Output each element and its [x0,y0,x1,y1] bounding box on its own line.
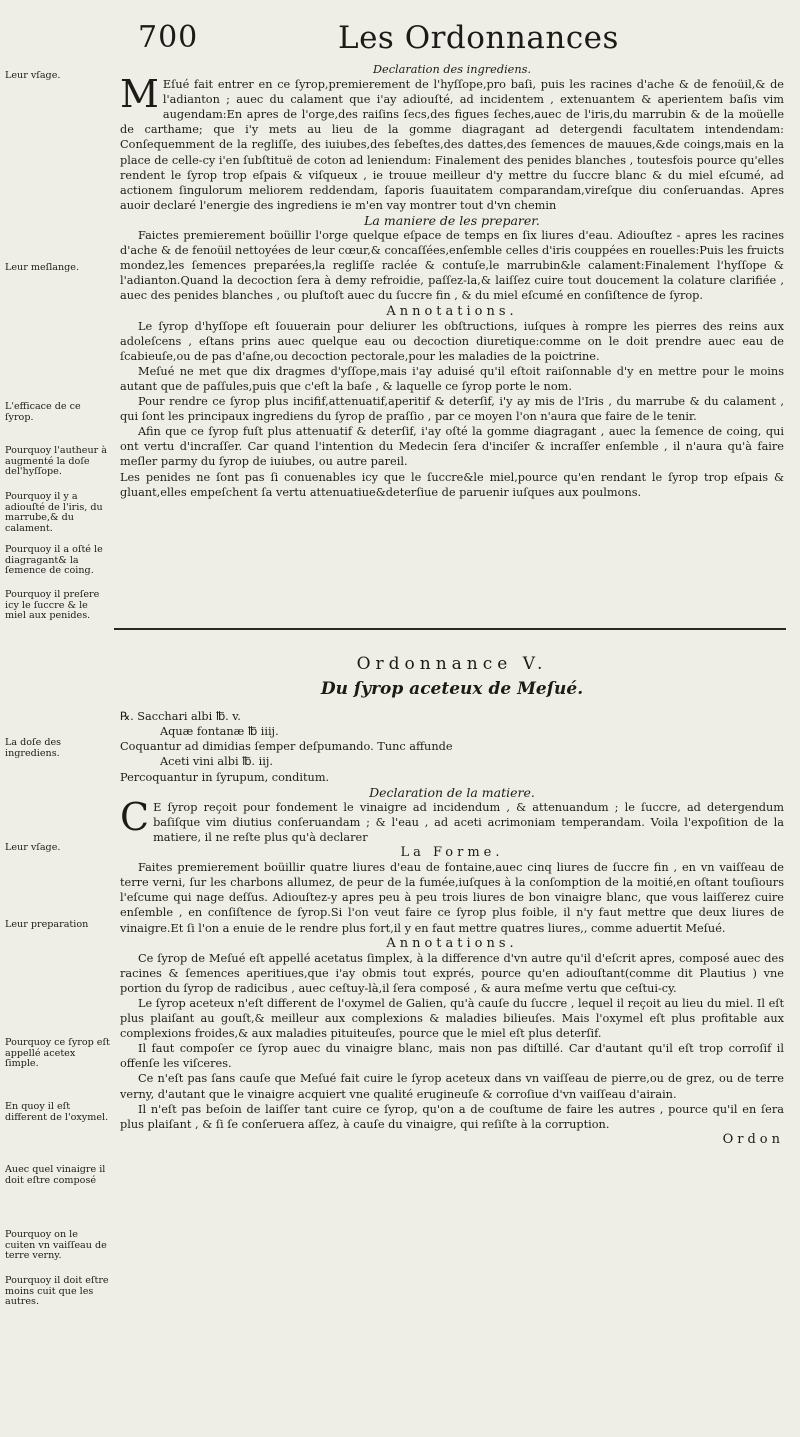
paragraph: Ce n'eſt pas ſans cauſe que Meſué fait cuire le ſyrop aceteux dans vn vaiſſeau de pierre,ou de grez, ou de terre verny, d'autant que le vinaigre acquiert vne qualité erugineuſe & corroſiue d'vn vaiſſeau d'airain. [120,1072,784,1101]
paragraph: Faites premierement boüillir quatre liures d'eau de fontaine,auec cinq liures de ſuccre fin , en vn vaiſſeau de terre verni, ſur les charbons allumez, de peur de la fumée,iuſques à la conſomption de la moitié,en oſtant touſiours l'eſcume qui nage deſſus. Adiouſtez-y apres peu à peu trois liures de bon vinaigre blanc, que vous laiſſerez cuire enſemble , en conſiſtence de ſyrop.Si l'on veut faire ce ſyrop plus foible, il n'y faut mettre que deux liures de vinaigre.Et ſi l'on a enuie de le rendre plus fort,il y en faut mettre quatres liures,, comme aduertit Meſué. [120,861,784,935]
ordonnance-subtitle: Du ſyrop aceteux de Meſué. [320,679,584,700]
paragraph: Pour rendre ce ſyrop plus incifif,attenuatif,aperitif & deterſif, i'y ay mis de l'Iris , du marrube & du calament , qui ſont les principaux ingrediens du ſyrop de praſſio , par ce moyen l'on n'aura que faire de le tenir. [120,395,784,424]
recipe-line: Coquantur ad dimidias ſemper deſpumando. Tunc affunde [120,740,453,754]
page-title: Les Ordonnances [338,20,619,56]
paragraph: E ſyrop reçoit pour fondement le vinaigre ad incidendum , & attenuandum ; le ſuccre, ad detergendum baſiſque vim diutius conſeruandam ; & l'eau , ad aceti acrimoniam temperandam. Voila l'expoſition de la matiere, il ne reſte plus qu'à declarer [153,800,784,844]
forme-heading: La Forme. [400,845,504,861]
paragraph: Le ſyrop aceteux n'eſt different de l'oxymel de Galien, qu'à cauſe du ſuccre , lequel il reçoit au lieu du miel. Il eſt plus plaiſant au gouſt,& meilleur aux complexions & maladies bilieuſes. Mais l'oxymel eſt plus profitable aux complexions froides,& aux maladies pituiteuſes, pource que le miel eſt plus deterſif. [120,996,784,1041]
paragraph: Les penides ne ſont pas ſi conuenables icy que le ſuccre&le miel,pource qu'en rendant le ſyrop trop eſpais & gluant,elles empeſchent ſa vertu attenuatiue&deterſiue de paruenir iuſques aux poulmons. [120,470,784,499]
margin-note: La doſe des ingrediens. [5,737,62,759]
section-divider [114,628,786,630]
margin-note: Pourquoy il doit eſtre moins cuit que les autres. [5,1275,109,1308]
margin-note: En quoy il eſt different de l'oxymel. [5,1101,109,1123]
catchword: Ordon [722,1131,784,1147]
margin-note: Pourquoy l'autheur à augmenté la doſe del'hyſſope. [5,445,108,478]
margin-note: Pourquoy il y a adiouſté de l'iris, du marrube,& du calament. [5,491,103,534]
margin-note: Leur meſlange. [5,262,80,273]
section-heading: La maniere de les preparer. [364,212,540,228]
paragraph: Afin que ce ſyrop fuſt plus attenuatif & deterſif, i'ay oſté la gomme diagragant , auec la ſemence de coing, qui ont vertu d'incraſſer. Car quand l'intention du Medecin ſera d'inciſer & incraſſer enſemble , il n'aura qu'à faire meſler parmy du ſyrop de iuiubes, ou autre pareil. [120,425,784,469]
recipe-line: ℞. Sacchari albi ℔. v. [120,710,241,724]
ordonnance-title: Ordonnance V. [356,654,548,674]
section-heading: Declaration de la matiere. [369,784,535,800]
section-ordonnance-v [120,654,784,1147]
paragraph: Meſué ne met que dix dragmes d'yſſope,mais i'ay aduisé qu'il eſtoit raiſonnable d'y en mettre pour le moins autant que de paſſules,puis que c'eſt la baſe , & laquelle ce ſyrop porte le nom. [120,364,784,393]
recipe-line: Aquæ fontanæ ℔ iiij. [160,725,279,739]
paragraph: Il n'eſt pas beſoin de laiſſer tant cuire ce ſyrop, qu'on a de couſtume de faire les autres , pource qu'il en ſera plus plaiſant , & ſi ſe conſeruera aſſez, à cauſe du vinaigre, qui reſiſte à la corruption. [120,1102,784,1131]
section-heading: Declaration des ingrediens. [372,63,532,76]
section-declaration-ingrediens [120,62,784,500]
margin-note: Leur vſage. [5,70,61,81]
annotations-heading: Annotations. [386,303,518,319]
recipe-line: Aceti vini albi ℔. iij. [160,755,273,769]
margin-note: Pourquoy il preſere icy le ſuccre & le miel aux penides. [5,589,100,622]
annotations-heading: Annotations. [386,935,518,951]
margin-note: Auec quel vinaigre il doit eſtre composé [5,1164,106,1186]
margin-note: Pourquoy il a oſté le diagragant& la ſemence de coing. [5,544,103,577]
running-header [0,20,800,64]
margin-note: Leur vſage. [5,842,61,853]
margin-note: Pourquoy on le cuiten vn vaiſſeau de terre verny. [5,1229,107,1262]
drop-capital: C [120,794,150,839]
margin-note: Pourquoy ce ſyrop eſt appellé acetex ſimple. [5,1037,110,1070]
margin-note: Leur preparation [5,919,89,930]
paragraph: Faictes premierement boüillir l'orge quelque eſpace de temps en ſix liures d'eau. Adiouſtez - apres les racines d'ache & de fenoüil nettoyées de leur cœur,& concaſſées,enſemble celles d'iris couppées en rouelles:Puis les fruicts mondez,les ſemences preparées,la regliſſe raclée & contuſe,le marrubin&le calament:Finalement l'hyſſope & l'adianton.Quand la decoction ſera à demy refroidie, paſſez-la,& laiſſez cuire tout doucement la colature clarifiée , auec des penides blanches , ou pluſtoſt auec du ſuccre fin , & du miel eſcumé en conſiſtence de ſyrop. [120,229,784,303]
recipe [120,709,784,784]
margin-note: L'efficace de ce ſyrop. [5,401,81,423]
drop-capital: M [120,72,159,117]
paragraph: Il faut compoſer ce ſyrop auec du vinaigre blanc, mais non pas diſtillé. Car d'autant qu'il eſt trop corroſif il offenſe les viſceres. [120,1042,784,1071]
paragraph: Le ſyrop d'hyſſope eſt ſouuerain pour deliurer les obſtructions, iuſques à rompre les pierres des reins aux adoleſcens , eſtans prins auec quelque eau ou decoction diuretique:comme on le doit prendre auec eau de ſcabieuſe,ou de pas d'aſne,ou decoction pectorale,pour les maladies de la poictrine. [120,319,784,363]
page-number: 700 [138,20,199,55]
paragraph: Ce ſyrop de Meſué eſt appellé acetatus ſimplex, à la difference d'vn autre qu'il d'eſcrit apres, composé auec des racines & ſemences aperitiues,que i'ay obmis tout exprés, pource qu'en adiouſtant(comme dit Plautius ) vne portion du ſyrop de radicibus , auec ceſtuy-là,il ſera composé , & aura meſme vertu que ceſtui-cy. [120,951,784,995]
paragraph: Eſué fait entrer en ce ſyrop,premierement de l'hyſſope,pro baſi, puis les racines d'ache & de fenoüil,& de l'adianton ; auec du calament que i'ay adiouſté, ad incidentem , extenuantem & aperientem baſis vim augendam:En apres de l'orge,des raiſins ſecs,des figues ſeches,auec de l'iris,du marrubin & de la moüelle de carthame; que i'y mets au lieu de la gomme diagragant ad detergendi facultatem intendendam: Conſequemment de la regliſſe, des iuiubes,des ſebeſtes,des dattes,des ſemences de mauues,&de coings,mais en la place de celle-cy i'en ſubſtituë de coton ad leniendum: Finalement des penides blanches , toutesfois pource qu'elles rendent le ſyrop trop eſpais & viſqueux , ie trouue meilleur d'y mettre du ſuccre blanc & du miel eſcumé, ad actionem ſingulorum meliorem reddendam, ſaporis ſuauitatem comparandam,vireſque diu conſeruandas. Apres auoir declaré l'energie des ingrediens ie m'en vay montrer tout d'vn chemin [120,78,784,212]
recipe-line: Percoquantur in ſyrupum, conditum. [120,770,330,784]
